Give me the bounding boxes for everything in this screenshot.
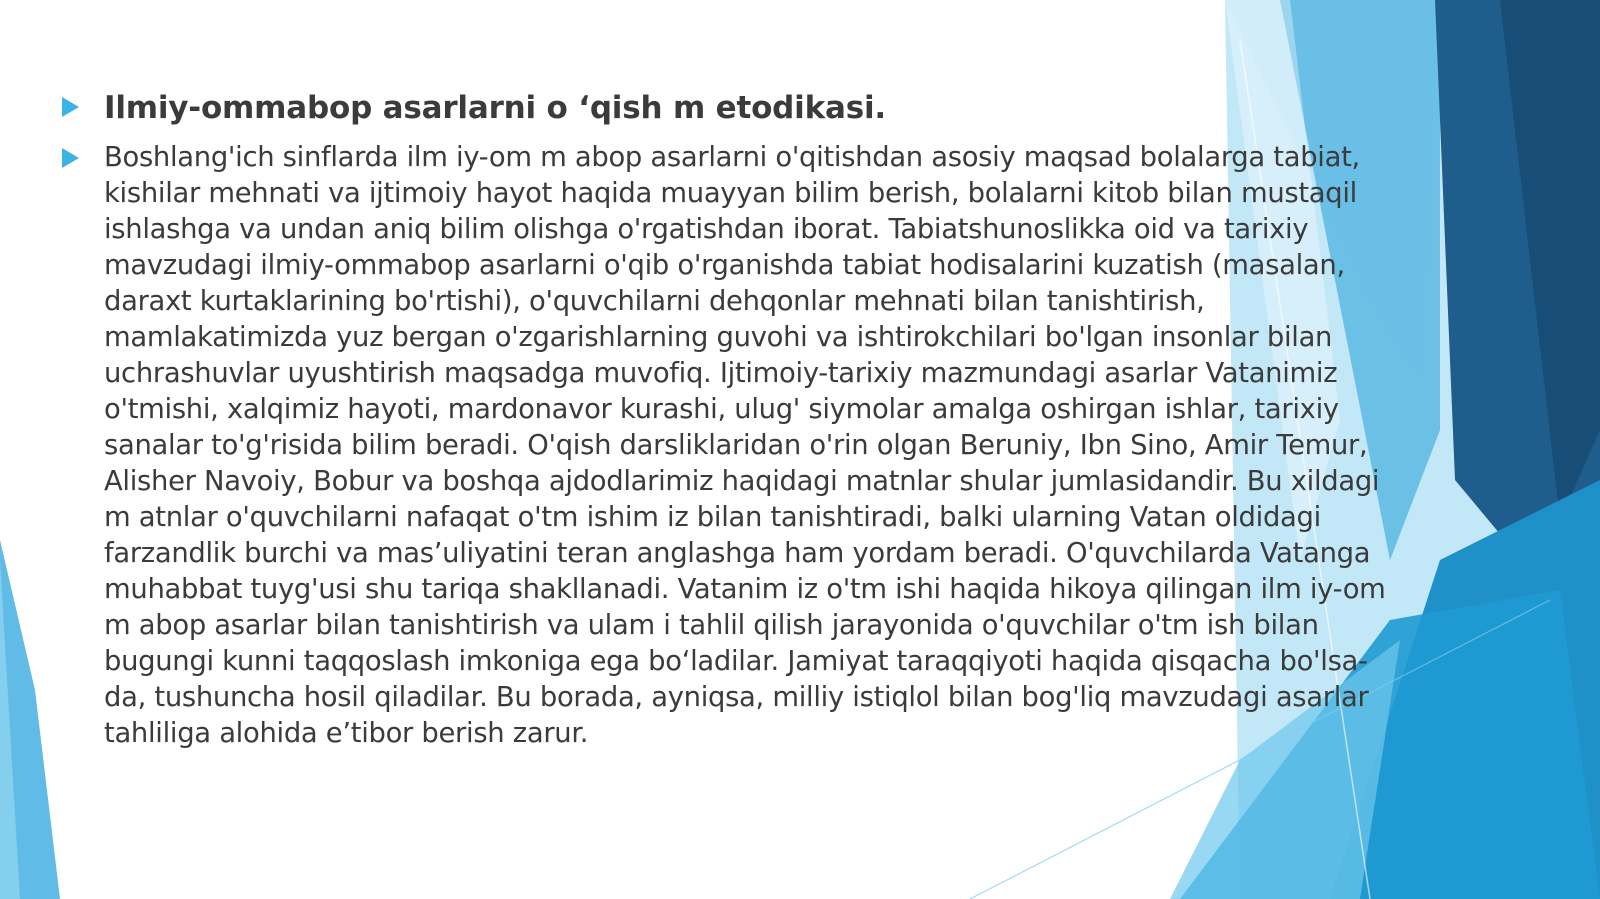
bullet-paragraph <box>56 140 1386 752</box>
slide-heading: Ilmiy-ommabop asarlarni o ‘qish m etodikasi. <box>104 90 886 126</box>
bullet-heading <box>56 88 1386 128</box>
slide-content <box>56 88 1386 752</box>
slide-paragraph: Boshlang'ich sinflarda ilm iy-om m abop asarlarni o'qitishdan asosiy maqsad bolalarga tabiat, kishilar mehnati va ijtimoiy hayot haqida muayyan bilim berish, bolalarni kitob bilan mustaqil ishlashga va undan aniq bilim olishga o'rgatishdan iborat. Tabiatshunoslikka oid va tarixiy mavzudagi ilmiy-ommabop asarlarni o'qib o'rganishda tabiat hodisalarini kuzatish (masalan, daraxt kurtaklarining bo'rtishi), o'quvchilarni dehqonlar mehnati bilan tanishtirish, mamlakatimizda yuz bergan o'zgarishlarning guvohi va ishtirokchilari bo'lgan insonlar bilan uchrashuvlar uyushtirish maqsadga muvofiq. Ijtimoiy-tarixiy mazmundagi asarlar Vatanimiz o'tmishi, xalqimiz hayoti, mardonavor kurashi, ulug' siymolar amalga oshirgan ishlar, tarixiy sanalar to'g'risida bilim beradi. O'qish darsliklaridan o'rin olgan Beruniy, Ibn Sino, Amir Temur, Alisher Navoiy, Bobur va boshqa ajdodlarimiz haqidagi matnlar shular jumlasidandir. Bu xildagi m atnlar o'quvchilarni nafaqat o'tm ishim iz bilan tanishtiradi, balki ularning Vatan oldidagi farzandlik burchi va mas’uliyatini teran anglashga ham yordam beradi. O'quvchilarda Vatanga muhabbat tuyg'usi shu tariqa shakllanadi. Vatanim iz o'tm ishi haqida hikoya qilingan ilm iy-om m abop asarlar bilan tanishtirish va ulam i tahlil qilish jarayonida o'quvchilar o'tm ish bilan bugungi kunni taqqoslash imkoniga ega bo‘ladilar. Jamiyat taraqqiyoti haqida qisqacha bo'lsa-da, tushuncha hosil qiladilar. Bu borada, ayniqsa, milliy istiqlol bilan bog'liq mavzudagi asarlar tahliliga alohida e’tibor berish zarur. <box>104 142 1386 750</box>
triangle-bullet-icon <box>62 148 79 168</box>
triangle-bullet-icon <box>62 97 79 117</box>
